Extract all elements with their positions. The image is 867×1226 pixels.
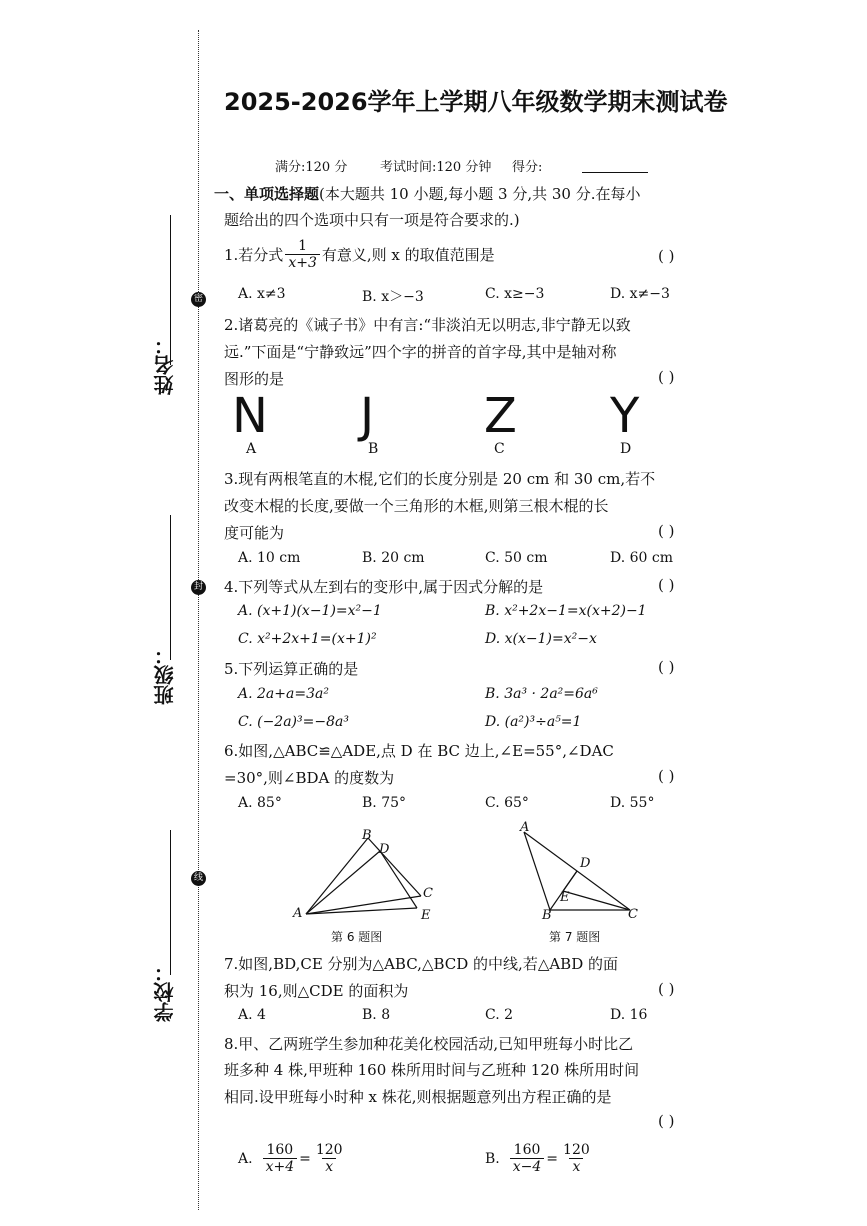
q8-line1: 8.甲、乙两班学生参加种花美化校园活动,已知甲班每小时比乙 bbox=[224, 1035, 634, 1053]
name-label: 姓名： bbox=[153, 335, 177, 395]
q3-line3: 度可能为 bbox=[224, 524, 285, 542]
q8-a-left-den: x+4 bbox=[263, 1158, 298, 1175]
q3-option-a[interactable]: A. 10 cm bbox=[238, 550, 301, 566]
fig7-point-e: E bbox=[560, 890, 570, 905]
page-title: 2025-2026学年上学期八年级数学期末测试卷 bbox=[224, 88, 728, 116]
q7-option-c[interactable]: C. 2 bbox=[485, 1007, 514, 1023]
q2-letter-y: Y bbox=[610, 388, 640, 444]
q1-fraction bbox=[285, 238, 320, 271]
q7-option-b[interactable]: B. 8 bbox=[362, 1007, 391, 1023]
q2-option-b[interactable]: B bbox=[368, 441, 379, 457]
q4-option-d[interactable]: D. x(x−1)=x²−x bbox=[485, 631, 597, 647]
q7-line1: 7.如图,BD,CE 分别为△ABC,△BCD 的中线,若△ABD 的面 bbox=[224, 955, 619, 973]
q6-option-b[interactable]: B. 75° bbox=[362, 795, 407, 811]
q4-option-b[interactable]: B. x²+2x−1=x(x+2)−1 bbox=[485, 603, 647, 619]
q2-option-c[interactable]: C bbox=[494, 441, 505, 457]
q8-option-b-label: B. bbox=[485, 1150, 500, 1167]
fig6-side-bc bbox=[368, 838, 421, 896]
q8-a-right-den: x bbox=[322, 1158, 336, 1175]
q1-frac-den: x+3 bbox=[285, 254, 320, 271]
section-desc-2: 题给出的四个选项中只有一项是符合要求的.) bbox=[224, 211, 520, 229]
q4-option-a[interactable]: A. (x+1)(x−1)=x²−1 bbox=[238, 603, 382, 619]
fig6-point-a: A bbox=[293, 906, 303, 921]
seal-mi-icon: 密 bbox=[191, 292, 206, 307]
q8-b-equals: = bbox=[546, 1150, 559, 1167]
q8-line3: 相同.设甲班每小时种 x 株花,则根据题意列出方程正确的是 bbox=[224, 1088, 612, 1106]
q5-answer-paren[interactable]: ( ) bbox=[658, 658, 675, 676]
q5-option-c[interactable]: C. (−2a)³=−8a³ bbox=[238, 714, 349, 730]
q2-answer-paren[interactable]: ( ) bbox=[658, 368, 675, 386]
score-label: 得分: bbox=[512, 160, 543, 175]
class-blank-line bbox=[170, 515, 171, 660]
q3-line2: 改变木棍的长度,要做一个三角形的木框,则第三根木棍的长 bbox=[224, 497, 609, 515]
q2-line1: 2.诸葛亮的《诫子书》中有言:“非淡泊无以明志,非宁静无以致 bbox=[224, 316, 631, 334]
q8-b-right-den: x bbox=[569, 1158, 583, 1175]
q6-option-d[interactable]: D. 55° bbox=[610, 795, 655, 811]
class-label: 班级： bbox=[153, 645, 177, 705]
section-desc-1: (本大题共 10 小题,每小题 3 分,共 30 分.在每小 bbox=[319, 185, 641, 203]
q8-line2: 班多种 4 株,甲班种 160 株所用时间与乙班种 120 株所用时间 bbox=[224, 1061, 640, 1079]
q1-frac-num: 1 bbox=[298, 238, 308, 254]
q4-answer-paren[interactable]: ( ) bbox=[658, 576, 675, 594]
q5-option-a[interactable]: A. 2a+a=3a² bbox=[238, 686, 329, 702]
q8-b-left-den: x−4 bbox=[510, 1158, 545, 1175]
q8-b-left-num: 160 bbox=[513, 1142, 541, 1158]
q8-a-equals: = bbox=[299, 1150, 311, 1167]
school-label: 学校： bbox=[153, 962, 177, 1022]
q6-answer-paren[interactable]: ( ) bbox=[658, 767, 675, 785]
q8-option-a[interactable] bbox=[238, 1142, 348, 1175]
q3-option-b[interactable]: B. 20 cm bbox=[362, 550, 425, 566]
q2-line3: 图形的是 bbox=[224, 370, 285, 388]
q8-option-b[interactable] bbox=[485, 1142, 595, 1175]
q3-answer-paren[interactable]: ( ) bbox=[658, 522, 675, 540]
q2-letter-j: J bbox=[360, 388, 375, 444]
fig7-point-b: B bbox=[542, 908, 552, 923]
q6-line2: =30°,则∠BDA 的度数为 bbox=[224, 769, 395, 787]
score-blank[interactable] bbox=[582, 172, 648, 173]
q2-letter-n: N bbox=[232, 388, 268, 444]
q5-option-b[interactable]: B. 3a³ · 2a²=6a⁶ bbox=[485, 686, 598, 702]
q2-option-d[interactable]: D bbox=[620, 441, 632, 457]
q7-option-a[interactable]: A. 4 bbox=[238, 1007, 266, 1023]
q7-answer-paren[interactable]: ( ) bbox=[658, 980, 675, 998]
q8-option-a-label: A. bbox=[238, 1150, 253, 1167]
fig6-point-d: D bbox=[379, 842, 390, 857]
fig7-point-a: A bbox=[520, 820, 530, 835]
q1-pre: 1.若分式 bbox=[224, 246, 284, 264]
q1-post: 有意义,则 x 的取值范围是 bbox=[321, 246, 495, 264]
binding-dotted-line bbox=[198, 30, 199, 1210]
fig6-side-ab bbox=[306, 838, 368, 914]
q1-option-a[interactable]: A. x≠3 bbox=[238, 286, 286, 302]
q3-option-d[interactable]: D. 60 cm bbox=[610, 550, 674, 566]
q1-stem bbox=[224, 238, 495, 271]
seal-feng-icon: 封 bbox=[191, 580, 206, 595]
fig6-caption: 第 6 题图 bbox=[331, 930, 383, 944]
q8-answer-paren[interactable]: ( ) bbox=[658, 1112, 675, 1130]
q3-line1: 3.现有两根笔直的木棍,它们的长度分别是 20 cm 和 30 cm,若不 bbox=[224, 470, 656, 488]
q2-option-a[interactable]: A bbox=[246, 441, 257, 457]
q2-line2: 远.”下面是“宁静致远”四个字的拼音的首字母,其中是轴对称 bbox=[224, 343, 617, 361]
q1-answer-paren[interactable]: ( ) bbox=[658, 247, 675, 265]
q8-b-right-fraction bbox=[560, 1142, 593, 1175]
q3-option-c[interactable]: C. 50 cm bbox=[485, 550, 548, 566]
fig6-point-b: B bbox=[362, 828, 372, 843]
q7-line2: 积为 16,则△CDE 的面积为 bbox=[224, 982, 409, 1000]
section-heading: 一、单项选择题 bbox=[214, 185, 320, 203]
q4-option-c[interactable]: C. x²+2x+1=(x+1)² bbox=[238, 631, 377, 647]
q7-option-d[interactable]: D. 16 bbox=[610, 1007, 648, 1023]
fig7-median-ce bbox=[563, 891, 630, 910]
school-blank-line bbox=[170, 830, 171, 975]
fig6-point-e: E bbox=[421, 908, 431, 923]
q5-line1: 5.下列运算正确的是 bbox=[224, 660, 359, 678]
q6-line1: 6.如图,△ABC≌△ADE,点 D 在 BC 边上,∠E=55°,∠DAC bbox=[224, 742, 614, 760]
q2-letter-z: Z bbox=[484, 388, 517, 444]
q8-a-left-fraction bbox=[263, 1142, 298, 1175]
full-score: 满分:120 分 bbox=[275, 160, 348, 175]
q8-b-left-fraction bbox=[510, 1142, 545, 1175]
figure-7 bbox=[510, 822, 640, 922]
q1-option-c[interactable]: C. x≥−3 bbox=[485, 286, 545, 302]
seal-xian-icon: 线 bbox=[191, 871, 206, 886]
fig7-point-c: C bbox=[628, 907, 638, 922]
exam-time: 考试时间:120 分钟 bbox=[380, 160, 492, 175]
q8-a-right-fraction bbox=[313, 1142, 346, 1175]
q5-option-d[interactable]: D. (a²)³÷a⁵=1 bbox=[485, 714, 582, 730]
fig7-caption: 第 7 题图 bbox=[549, 930, 601, 944]
q1-option-b[interactable]: B. x＞−3 bbox=[362, 289, 424, 305]
fig7-point-d: D bbox=[580, 856, 591, 871]
fig7-segment-ed bbox=[563, 871, 577, 891]
q6-option-a[interactable]: A. 85° bbox=[238, 795, 282, 811]
q8-b-right-num: 120 bbox=[563, 1142, 590, 1158]
fig6-point-c: C bbox=[423, 886, 433, 901]
q6-option-c[interactable]: C. 65° bbox=[485, 795, 529, 811]
q8-a-left-num: 160 bbox=[266, 1142, 294, 1158]
q8-a-right-num: 120 bbox=[315, 1142, 343, 1158]
fig7-side-ab bbox=[524, 832, 550, 910]
q1-option-d[interactable]: D. x≠−3 bbox=[610, 286, 670, 302]
q4-line1: 4.下列等式从左到右的变形中,属于因式分解的是 bbox=[224, 578, 544, 596]
